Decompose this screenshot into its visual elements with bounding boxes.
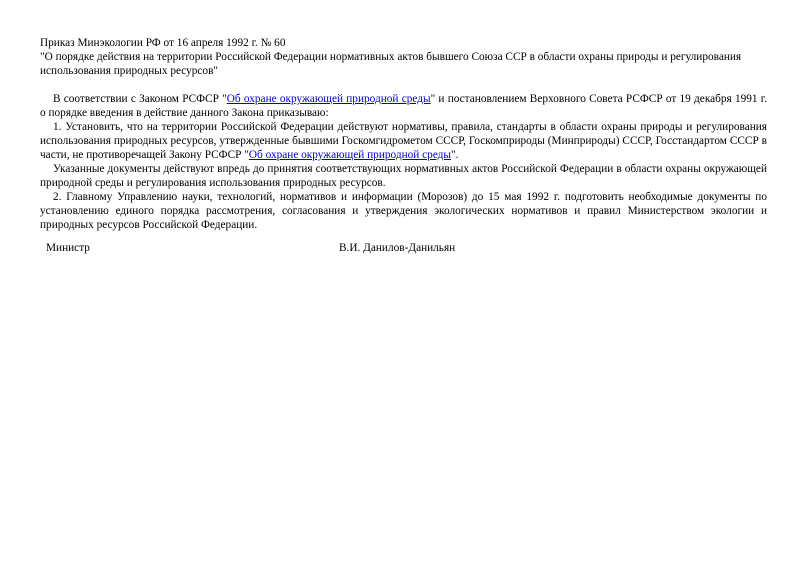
document-title: "О порядке действия на территории Российской Федерации нормативных актов бывшего Союза ССР в области охраны природы и регулирования использования природных ресурсов" (40, 51, 742, 77)
item-1-text-before: 1. Установить, что на территории Российской Федерации действуют нормативы, правила, стандарты в области охраны природы и регулирования использования природных ресурсов, утвержденные бывшими Госкомгидрометом СССР, Госкомприроды (Минприроды) СССР, Госстандартом СССР в части, не противоречащей Закону РСФСР " (40, 121, 767, 161)
paragraph-validity: Указанные документы действуют впредь до принятия соответствующих нормативных актов Российской Федерации в области охраны окружающей природной среды и регулирования использования природных ресурсов. (40, 163, 767, 189)
paragraph-item-2: 2. Главному Управлению науки, технологий, нормативов и информации (Морозов) до 15 мая 1992 г. подготовить необходимые документы по установлению единого порядка рассмотрения, согласования и утверждения экологических нормативов и правил Министерством экологии и природных ресурсов Российской Федерации. (40, 191, 767, 231)
order-heading: Приказ Минэкологии РФ от 16 апреля 1992 г. № 60 (40, 37, 286, 49)
preamble-text-before: В соответствии с Законом РСФСР " (53, 93, 227, 105)
law-link[interactable]: Об охране окружающей природной среды (226, 93, 431, 105)
law-link[interactable]: Об охране окружающей природной среды (248, 149, 452, 161)
signature-block (46, 241, 746, 257)
paragraph-preamble (40, 92, 767, 120)
document-page (40, 36, 767, 232)
signer-role: Министр (46, 242, 90, 254)
signer-name: В.И. Данилов-Данильян (339, 242, 456, 254)
item-1-text-after: ". (451, 149, 459, 161)
preamble-text-after: " и постановлением Верховного Совета РСФСР от 19 декабря 1991 г. о порядке введения в действие данного Закона приказываю: (40, 93, 767, 119)
paragraph-item-1 (40, 120, 767, 162)
document-body (40, 92, 767, 232)
